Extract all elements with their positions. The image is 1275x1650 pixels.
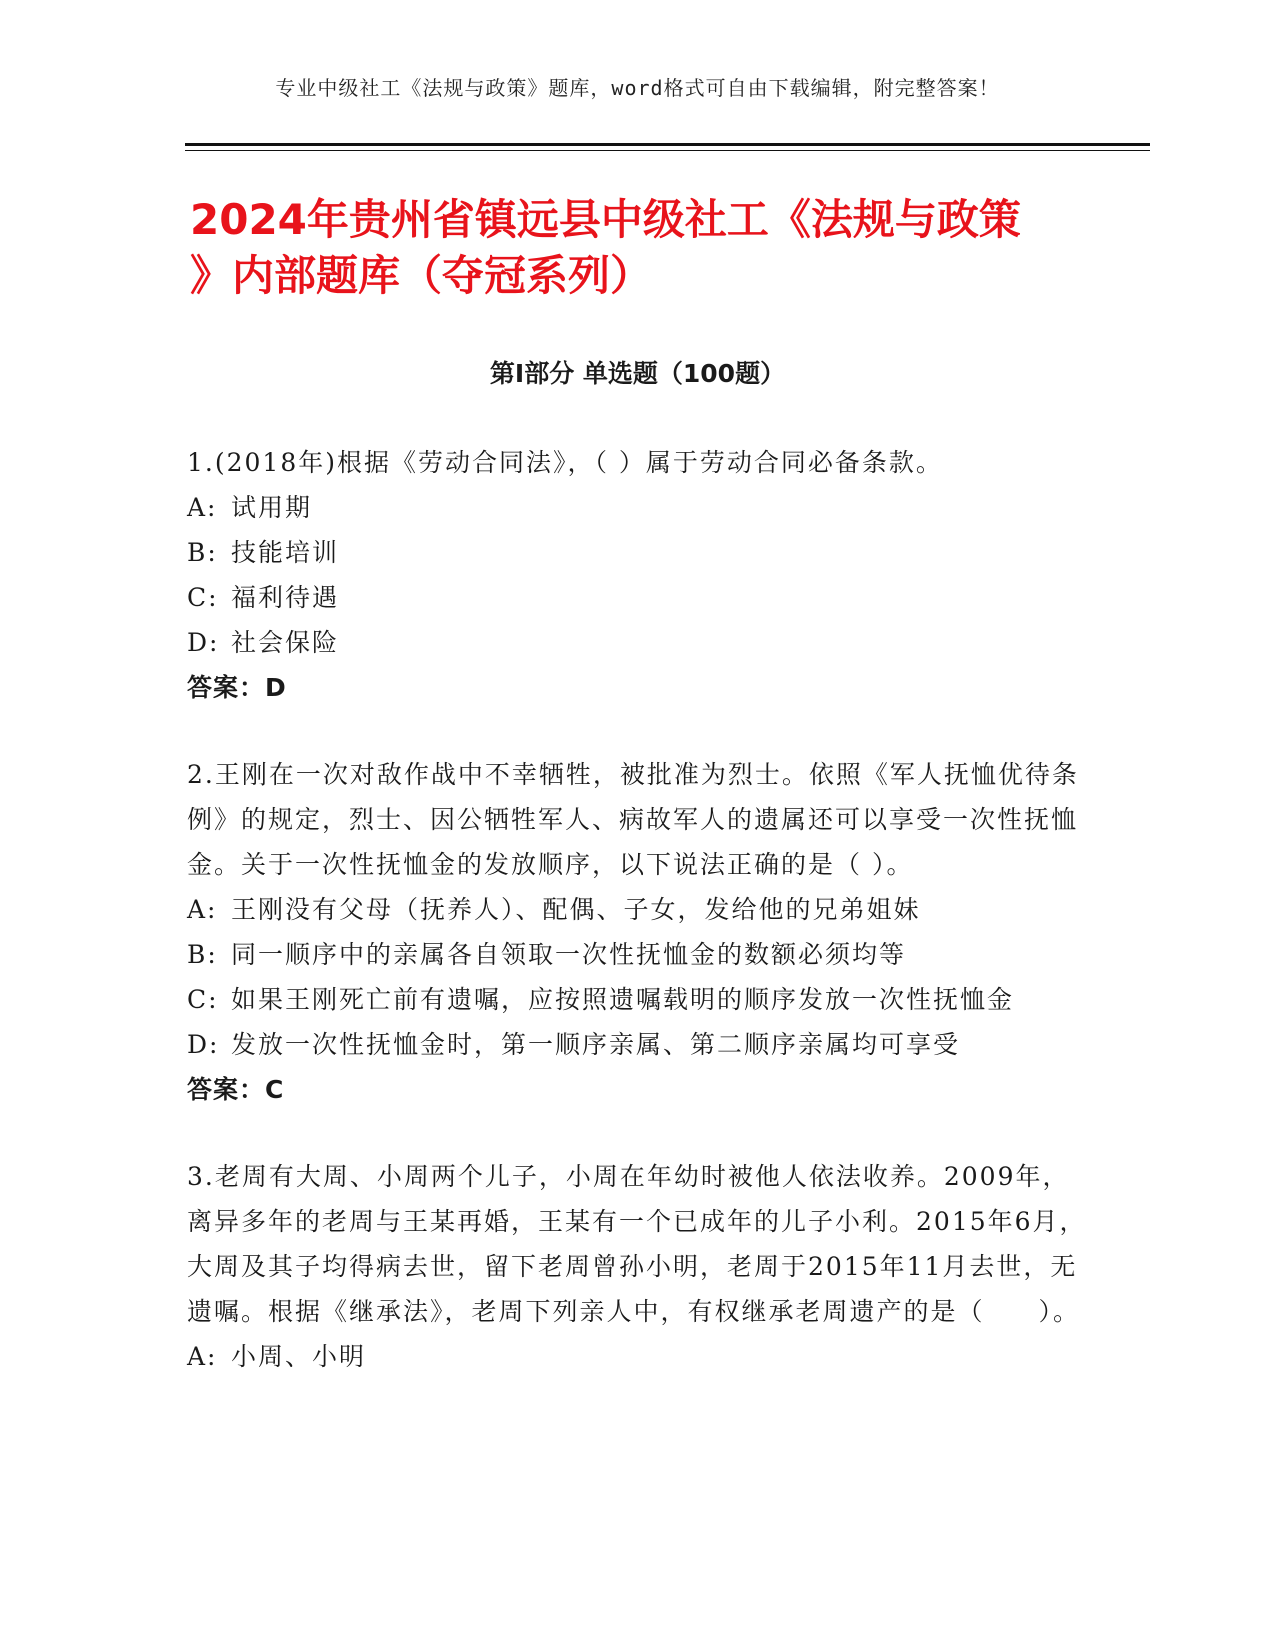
option-letter: D: bbox=[187, 1030, 220, 1059]
header-note: 专业中级社工《法规与政策》题库，word格式可自由下载编辑，附完整答案！ bbox=[275, 76, 1000, 100]
option-text: 福利待遇 bbox=[231, 583, 340, 612]
option-a bbox=[187, 1334, 1087, 1379]
option-d bbox=[187, 1022, 1087, 1067]
title-line-2: 》内部题库（夺冠系列） bbox=[190, 251, 653, 300]
option-b bbox=[187, 932, 1087, 977]
document-title bbox=[190, 192, 1090, 304]
question-list bbox=[187, 440, 1087, 1421]
option-c bbox=[187, 977, 1087, 1022]
question-stem: 2.王刚在一次对敌作战中不幸牺牲，被批准为烈士。依照《军人抚恤优待条例》的规定，烈士、因公牺牲军人、病故军人的遗属还可以享受一次性抚恤金。关于一次性抚恤金的发放顺序，以下说法正确的是（ ）。 bbox=[187, 760, 1079, 879]
option-text: 试用期 bbox=[231, 493, 313, 522]
option-letter: D: bbox=[187, 628, 220, 657]
option-c bbox=[187, 575, 1087, 620]
option-letter: A: bbox=[187, 895, 218, 924]
option-text: 同一顺序中的亲属各自领取一次性抚恤金的数额必须均等 bbox=[231, 940, 907, 969]
option-text: 小周、小明 bbox=[231, 1342, 367, 1371]
header-divider-thick bbox=[185, 143, 1150, 146]
answer-line: 答案：D bbox=[187, 673, 287, 702]
question-stem: 3.老周有大周、小周两个儿子，小周在年幼时被他人依法收养。2009年，离异多年的老周与王某再婚，王某有一个已成年的儿子小利。2015年6月，大周及其子均得病去世，留下老周曾孙小明，老周于2015年11月去世，无遗嘱。根据《继承法》，老周下列亲人中，有权继承老周遗产的是（ ）。 bbox=[187, 1162, 1087, 1326]
option-text: 发放一次性抚恤金时，第一顺序亲属、第二顺序亲属均可享受 bbox=[231, 1030, 961, 1059]
header-divider-thin bbox=[185, 150, 1150, 151]
question-1 bbox=[187, 440, 1087, 710]
title-line-1: 2024年贵州省镇远县中级社工《法规与政策 bbox=[190, 195, 1021, 244]
option-text: 技能培训 bbox=[231, 538, 340, 567]
option-a bbox=[187, 485, 1087, 530]
option-text: 社会保险 bbox=[231, 628, 340, 657]
option-letter: B: bbox=[187, 940, 218, 969]
option-b bbox=[187, 530, 1087, 575]
option-letter: C: bbox=[187, 583, 219, 612]
option-text: 如果王刚死亡前有遗嘱，应按照遗嘱载明的顺序发放一次性抚恤金 bbox=[231, 985, 1015, 1014]
section-title: 第Ⅰ部分 单选题（100题） bbox=[489, 359, 786, 388]
option-letter: A: bbox=[187, 1342, 218, 1371]
answer-line: 答案：C bbox=[187, 1075, 285, 1104]
option-letter: A: bbox=[187, 493, 218, 522]
option-d bbox=[187, 620, 1087, 665]
question-2 bbox=[187, 752, 1087, 1112]
question-stem: 1.(2018年)根据《劳动合同法》，（ ）属于劳动合同必备条款。 bbox=[187, 448, 943, 477]
option-letter: B: bbox=[187, 538, 218, 567]
option-text: 王刚没有父母（抚养人）、配偶、子女，发给他的兄弟姐妹 bbox=[231, 895, 921, 924]
question-3 bbox=[187, 1154, 1087, 1379]
option-a bbox=[187, 887, 1087, 932]
option-letter: C: bbox=[187, 985, 219, 1014]
